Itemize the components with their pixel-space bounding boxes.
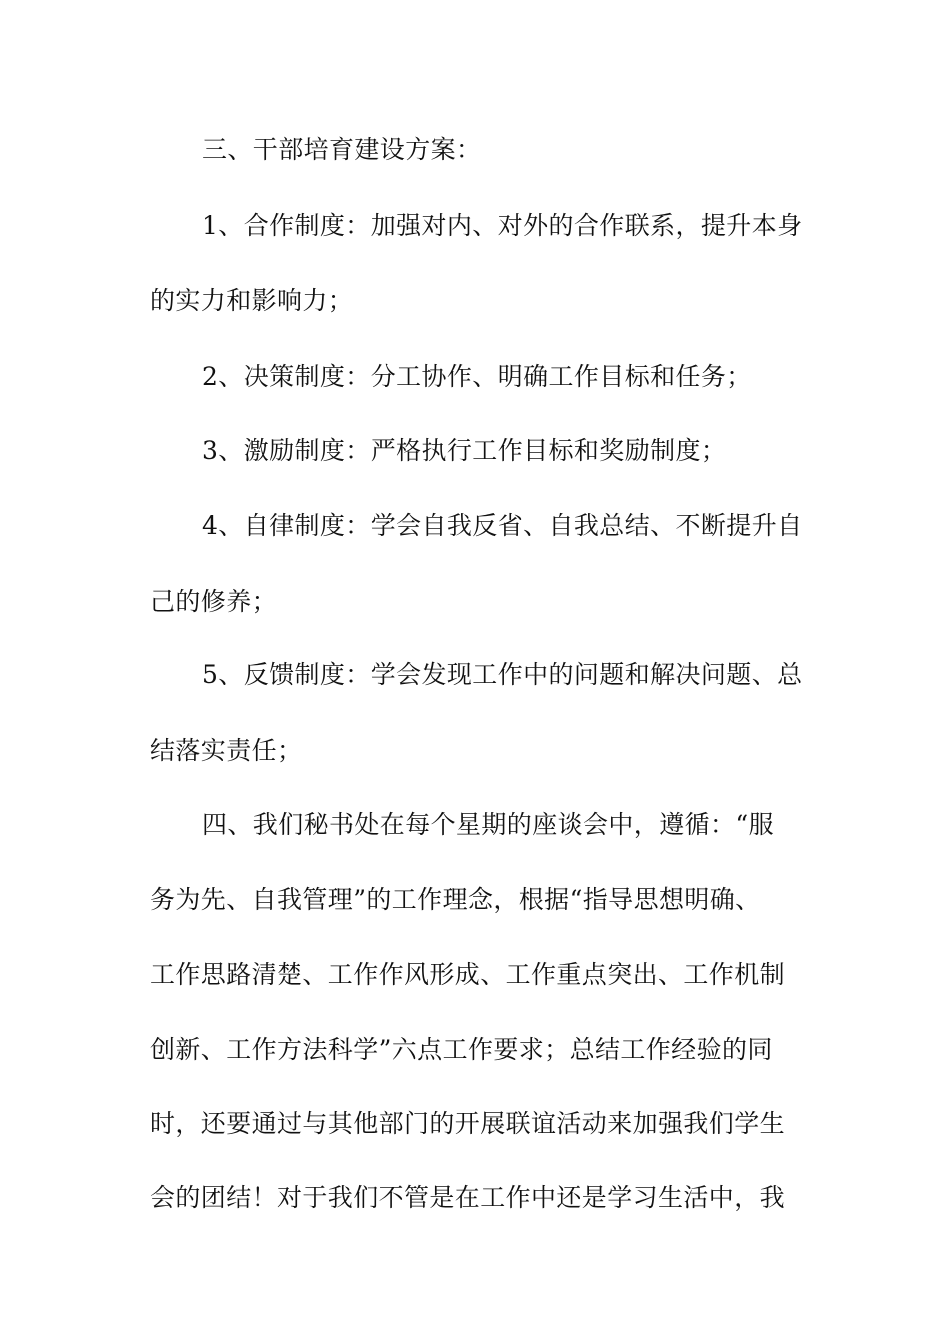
paragraph-line: 5、反馈制度：学会发现工作中的问题和解决问题、总: [202, 660, 803, 689]
paragraph-line: 工作思路清楚、工作作风形成、工作重点突出、工作机制: [150, 960, 786, 989]
paragraph-line: 己的修养；: [150, 587, 278, 616]
paragraph-line: 4、自律制度：学会自我反省、自我总结、不断提升自: [202, 511, 803, 540]
paragraph-line: 四、我们秘书处在每个星期的座谈会中，遵循：“服: [202, 810, 774, 839]
section-heading: 三、干部培育建设方案：: [202, 135, 482, 164]
paragraph-line: 1、合作制度：加强对内、对外的合作联系，提升本身: [202, 211, 803, 240]
paragraph-line: 2、决策制度：分工协作、明确工作目标和任务；: [202, 362, 752, 391]
paragraph-line: 时，还要通过与其他部门的开展联谊活动来加强我们学生: [150, 1109, 786, 1138]
paragraph-line: 3、激励制度：严格执行工作目标和奖励制度；: [202, 436, 727, 465]
paragraph-line: 创新、工作方法科学”六点工作要求；总结工作经验的同: [150, 1035, 773, 1064]
paragraph-line: 会的团结！对于我们不管是在工作中还是学习生活中，我: [150, 1183, 786, 1212]
paragraph-line: 的实力和影响力；: [150, 286, 354, 315]
paragraph-line: 务为先、自我管理”的工作理念，根据“指导思想明确、: [150, 885, 761, 914]
paragraph-line: 结落实责任；: [150, 736, 303, 765]
